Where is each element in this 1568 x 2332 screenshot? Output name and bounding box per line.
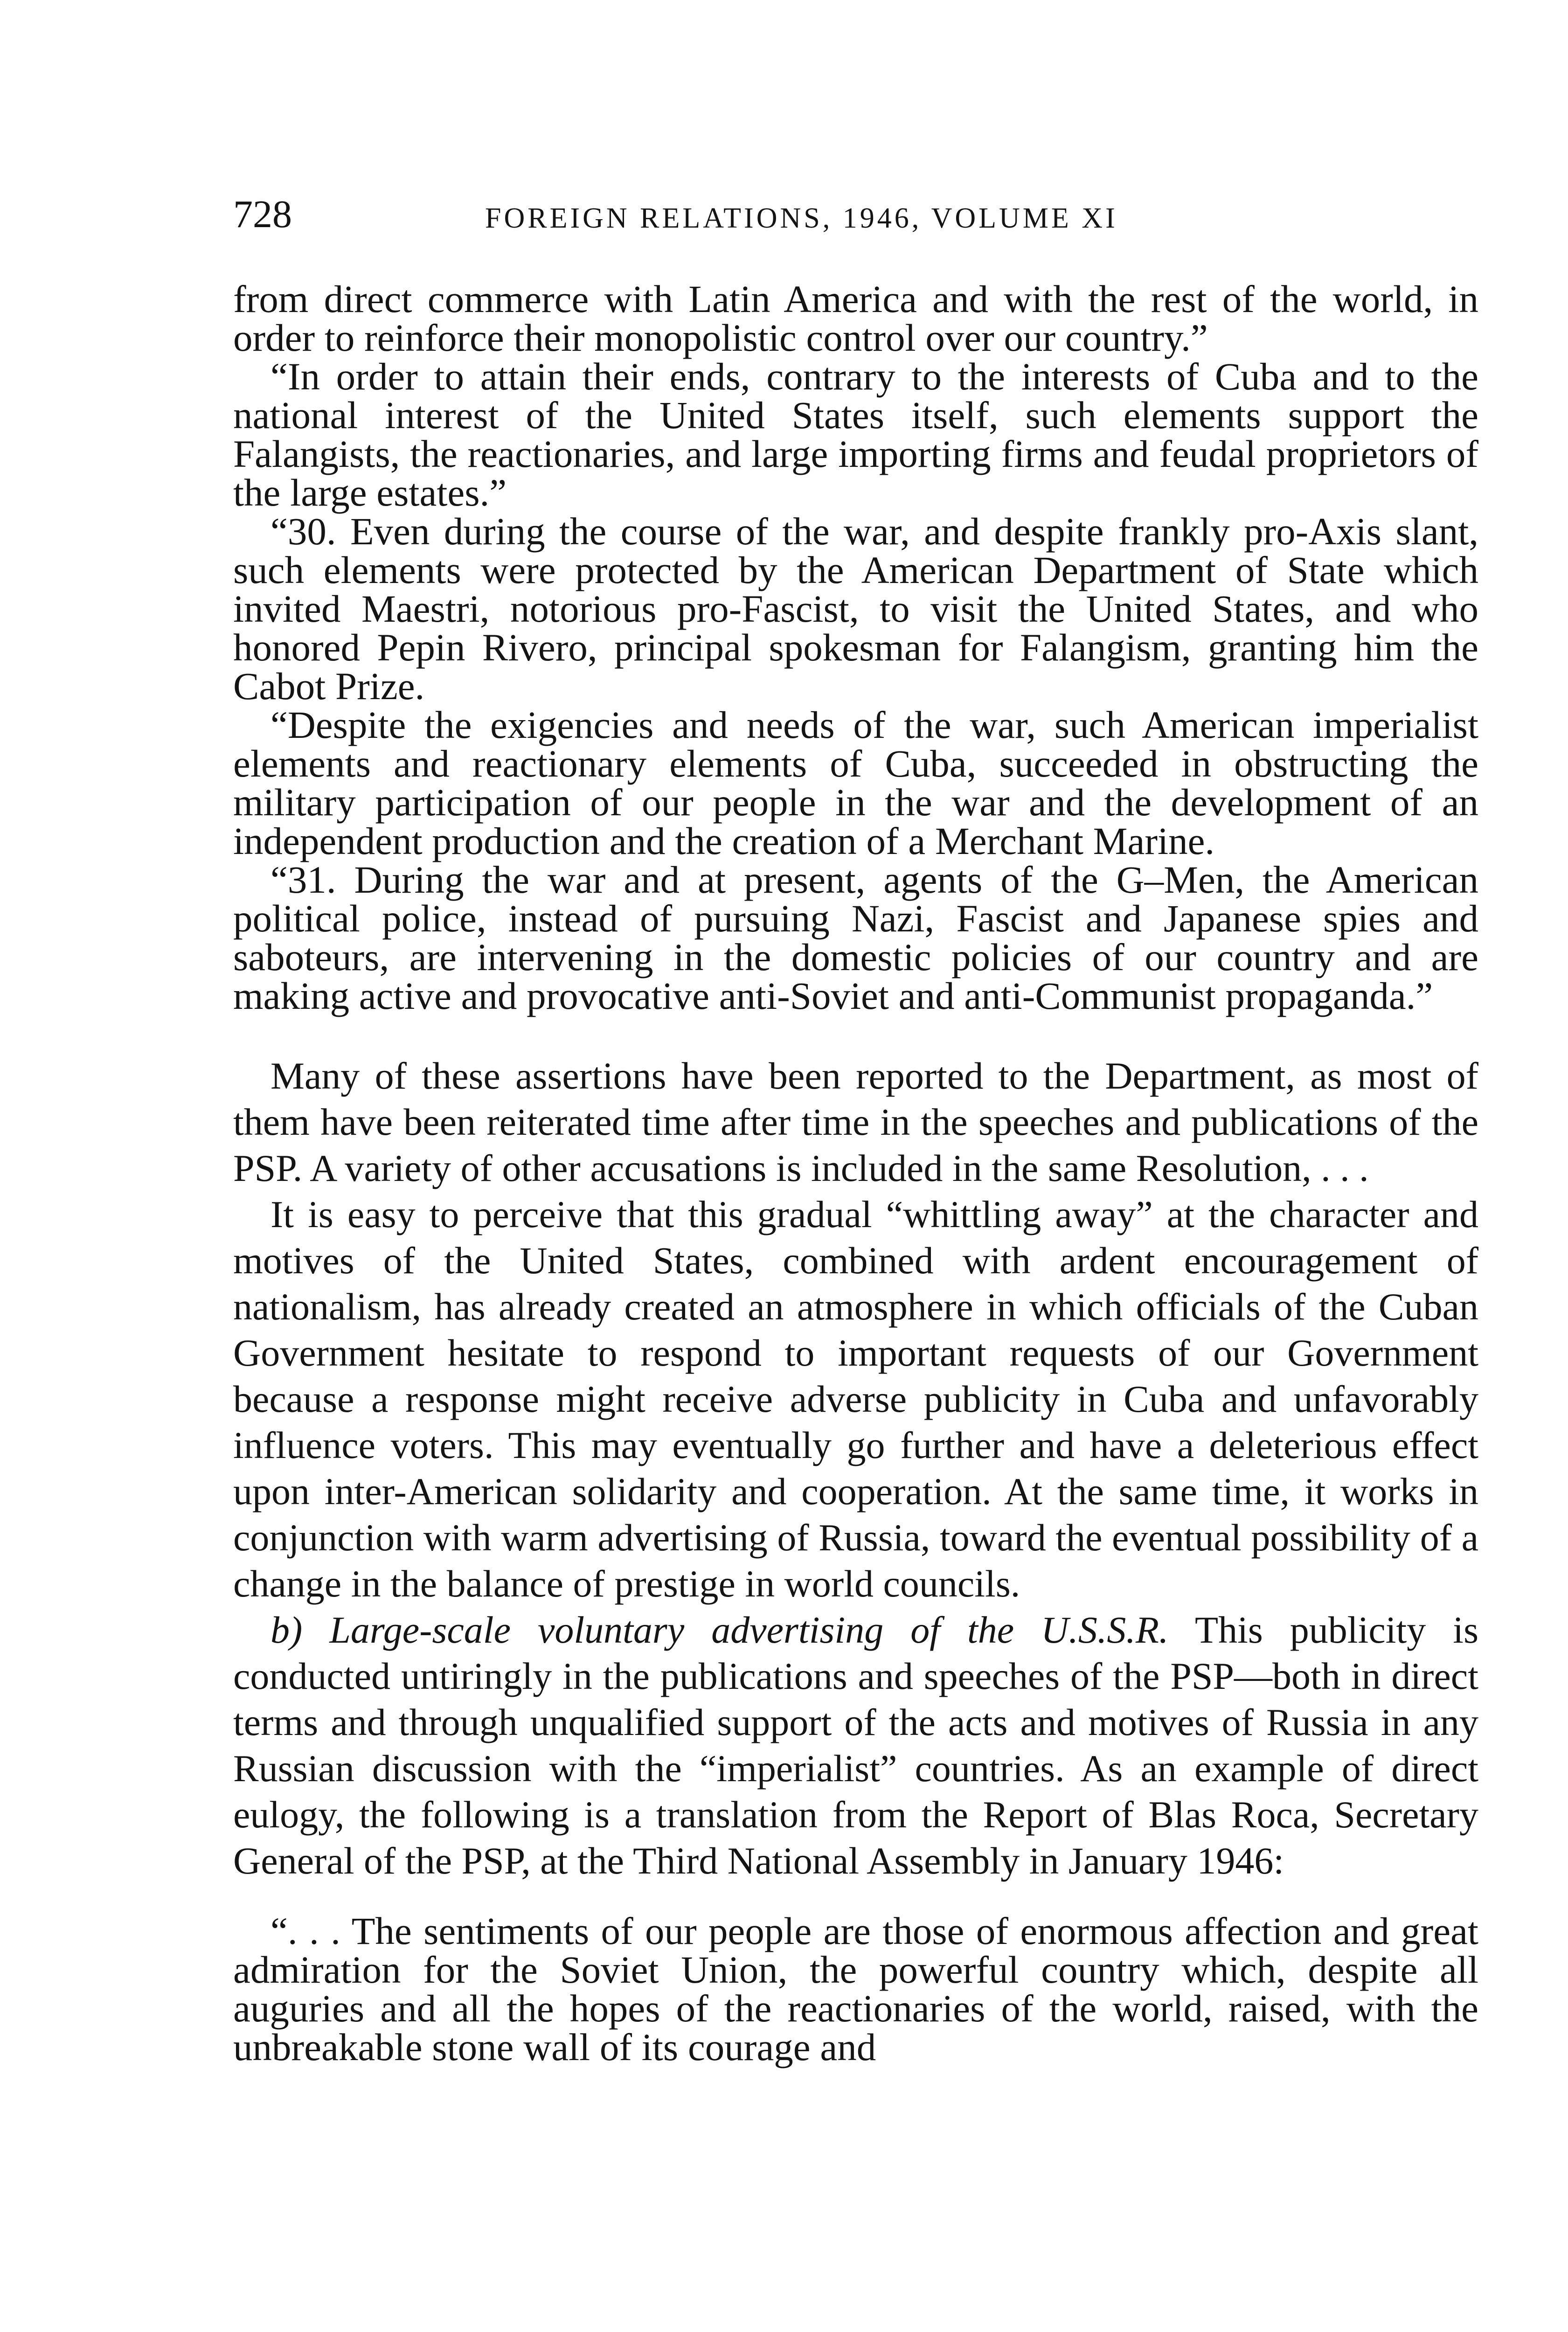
quote-paragraph: “30. Even during the course of the war, and despite frankly pro-Axis slant, such elements were protected by the American Department of State which invited Maestri, notorious pro-Fascist, to visit the United States, and who honored Pepin Rivero, principal spokesman for Falangism, granting him the Cabot Prize. xyxy=(233,510,1478,708)
section-b-text: This publicity is conducted untiringly in the publications and speeches of the PSP—both in direct terms and through unqualified support of the acts and motives of Russia in any Russian discussion with the “imperialist” countries. As an example of direct eulogy, the following is a translation from the Report of Blas Roca, Secretary General of the PSP, at the Third National Assembly in January 1946: xyxy=(233,1609,1478,1882)
quote-paragraph: from direct commerce with Latin America and with the rest of the world, in order to reinforce their monopolistic control over our country.” xyxy=(233,278,1478,359)
closing-quote-block xyxy=(233,1909,1478,2068)
quote-paragraph: “31. During the war and at present, agents of the G–Men, the American political police, instead of pursuing Nazi, Fascist and Japanese spies and saboteurs, are intervening in the domestic policies of our country and are making active and provocative anti-Soviet and anti-Communist propaganda.” xyxy=(233,858,1478,1017)
main-text-block xyxy=(233,1053,1478,1884)
page-number: 728 xyxy=(233,193,292,236)
section-b-paragraph xyxy=(233,1607,1478,1884)
quoted-resolution-block xyxy=(233,280,1478,1015)
closing-quote-paragraph: “. . . The sentiments of our people are those of enormous affection and great admiration for the Soviet Union, the powerful country which, despite all auguries and all the hopes of the reactionaries of the world, raised, with the unbreakable stone wall of its courage and xyxy=(233,1909,1478,2068)
quote-paragraph: “In order to attain their ends, contrary to the interests of Cuba and to the national interest of the United States itself, such elements support the Falangists, the reactionaries, and large importing firms and feudal proprietors of the large estates.” xyxy=(233,355,1478,514)
section-b-label: b) xyxy=(271,1609,303,1651)
body-paragraph: It is easy to perceive that this gradual “whittling away” at the character and motives of the United States, combined with ardent encouragement of nationalism, has already created an atmosphere in which officials of the Cuban Government hesitate to respond to important requests of our Government because a response might receive adverse publicity in Cuba and unfavorably influence voters. This may eventually go further and have a deleterious effect upon inter-American solidarity and cooperation. At the same time, it works in conjunction with warm advertising of Russia, toward the eventual possibility of a change in the balance of prestige in world councils. xyxy=(233,1193,1478,1605)
page-header xyxy=(233,187,1478,243)
running-head: FOREIGN RELATIONS, 1946, VOLUME XI xyxy=(485,202,1118,234)
section-b-title: Large-scale voluntary advertising of the U.S.S.R. xyxy=(329,1609,1169,1651)
body-text xyxy=(233,280,1478,2067)
body-paragraph: Many of these assertions have been reported to the Department, as most of them have been reiterated time after time in the speeches and publications of the PSP. A variety of other accusations is included in the same Resolution, . . . xyxy=(233,1055,1478,1189)
quote-paragraph: “Despite the exigencies and needs of the war, such American imperialist elements and reactionary elements of Cuba, succeeded in obstructing the military participation of our people in the war and the development of an independent production and the creation of a Merchant Marine. xyxy=(233,703,1478,862)
